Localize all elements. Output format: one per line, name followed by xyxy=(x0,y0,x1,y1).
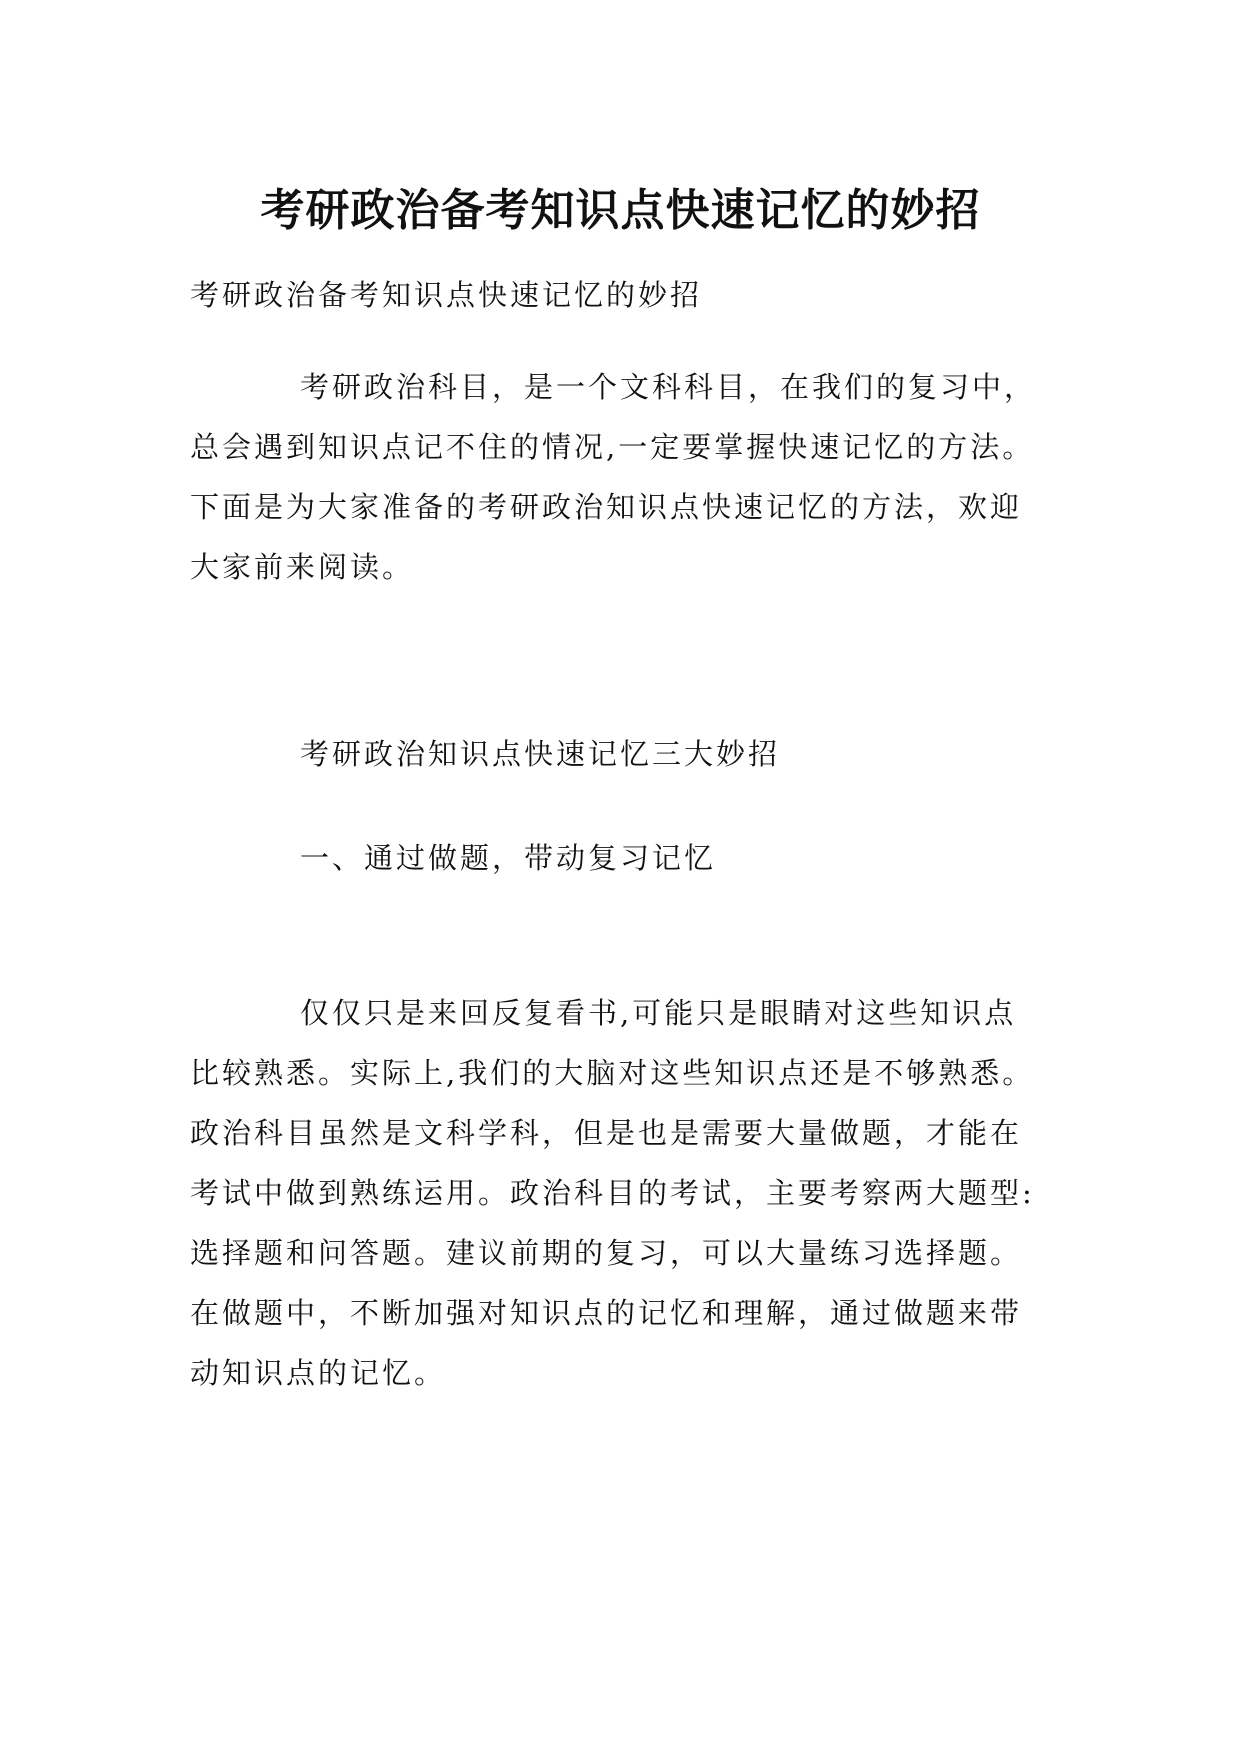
point-one-paragraph: 仅仅只是来回反复看书,可能只是眼睛对这些知识点 比较熟悉。实际上,我们的大脑对这些知识点还是不够熟悉。 政治科目虽然是文科学科，但是也是需要大量做题，才能在 考试中做到熟练运用。政治科目的考试，主要考察两大题型: 选择题和问答题。建议前期的复习，可以大量练习选择题。 在做题中，不断加强对知识点的记忆和理解，通过做题来带 动知识点的记忆。 xyxy=(190,996,1035,1390)
document-subtitle: 考研政治备考知识点快速记忆的妙招 xyxy=(190,278,703,312)
document-title: 考研政治备考知识点快速记忆的妙招 xyxy=(260,185,981,237)
section-heading: 考研政治知识点快速记忆三大妙招 xyxy=(300,737,781,771)
intro-paragraph: 考研政治科目，是一个文科科目，在我们的复习中， 总会遇到知识点记不住的情况,一定要掌握快速记忆的方法。 下面是为大家准备的考研政治知识点快速记忆的方法，欢迎 大家前来阅读。 xyxy=(190,370,1037,584)
point-one-heading: 一、通过做题，带动复习记忆 xyxy=(300,841,717,875)
